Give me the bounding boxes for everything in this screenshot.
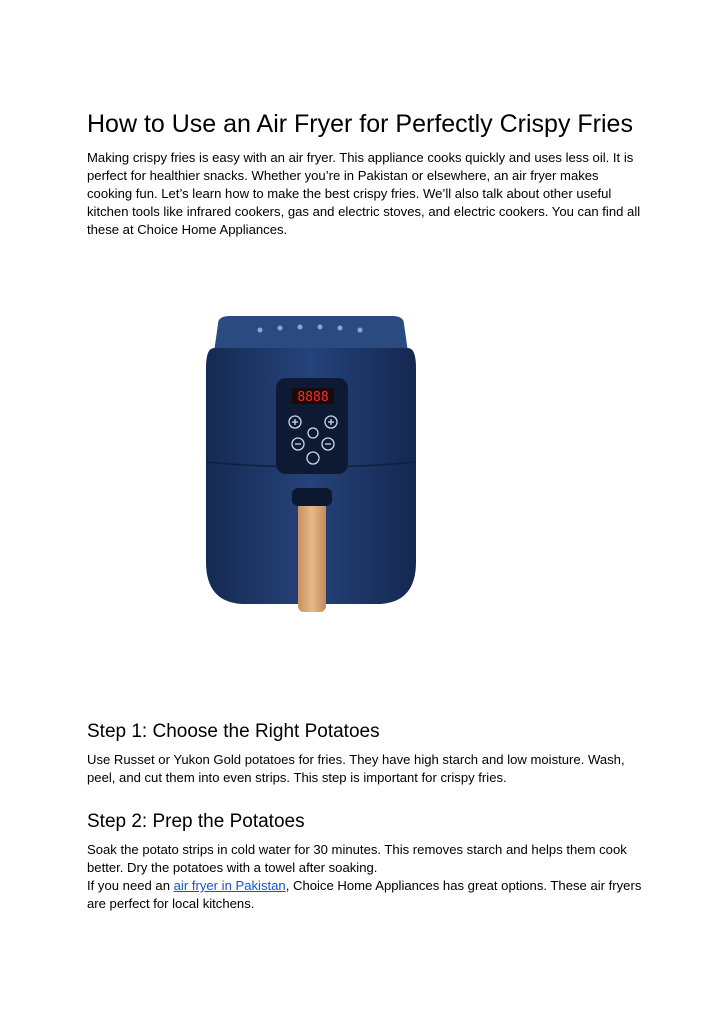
fryer-lid: [214, 316, 408, 352]
fryer-handle: [298, 498, 326, 612]
step1-paragraph: Use Russet or Yukon Gold potatoes for fries. They have high starch and low moisture. Wash, peel, and cut them into even strips. This step is important for crispy fries.: [87, 752, 625, 785]
air-fryer-link[interactable]: air fryer in Pakistan: [173, 878, 286, 893]
link-prefix: If you need an: [87, 878, 174, 893]
link-suffix: , Choice Home Appliances has great options. These air fryers are perfect for local kitchens.: [87, 878, 642, 911]
step2-heading: Step 2: Prep the Potatoes: [87, 811, 305, 832]
step1-heading: Step 1: Choose the Right Potatoes: [87, 721, 380, 742]
step2-link-paragraph: [87, 877, 642, 913]
intro-paragraph: Making crispy fries is easy with an air fryer. This appliance cooks quickly and uses less oil. It is perfect for healthier snacks. Whether you’re in Pakistan or elsewhere, an air fryer makes cooking fun. Let’s learn how to make the best crispy fries. We’ll also talk about other useful kitchen tools like infrared cookers, gas and electric stoves, and electric cookers. You can find all these at Choice Home Appliances.: [87, 150, 641, 237]
page-title: How to Use an Air Fryer for Perfectly Crispy Fries: [87, 110, 633, 138]
step2-paragraph: Soak the potato strips in cold water for 30 minutes. This removes starch and helps them cook better. Dry the potatoes with a towel after soaking.: [87, 842, 627, 875]
air-fryer-image: [200, 312, 422, 622]
display-digits: 8888: [297, 390, 329, 405]
handle-mount: [292, 488, 332, 506]
